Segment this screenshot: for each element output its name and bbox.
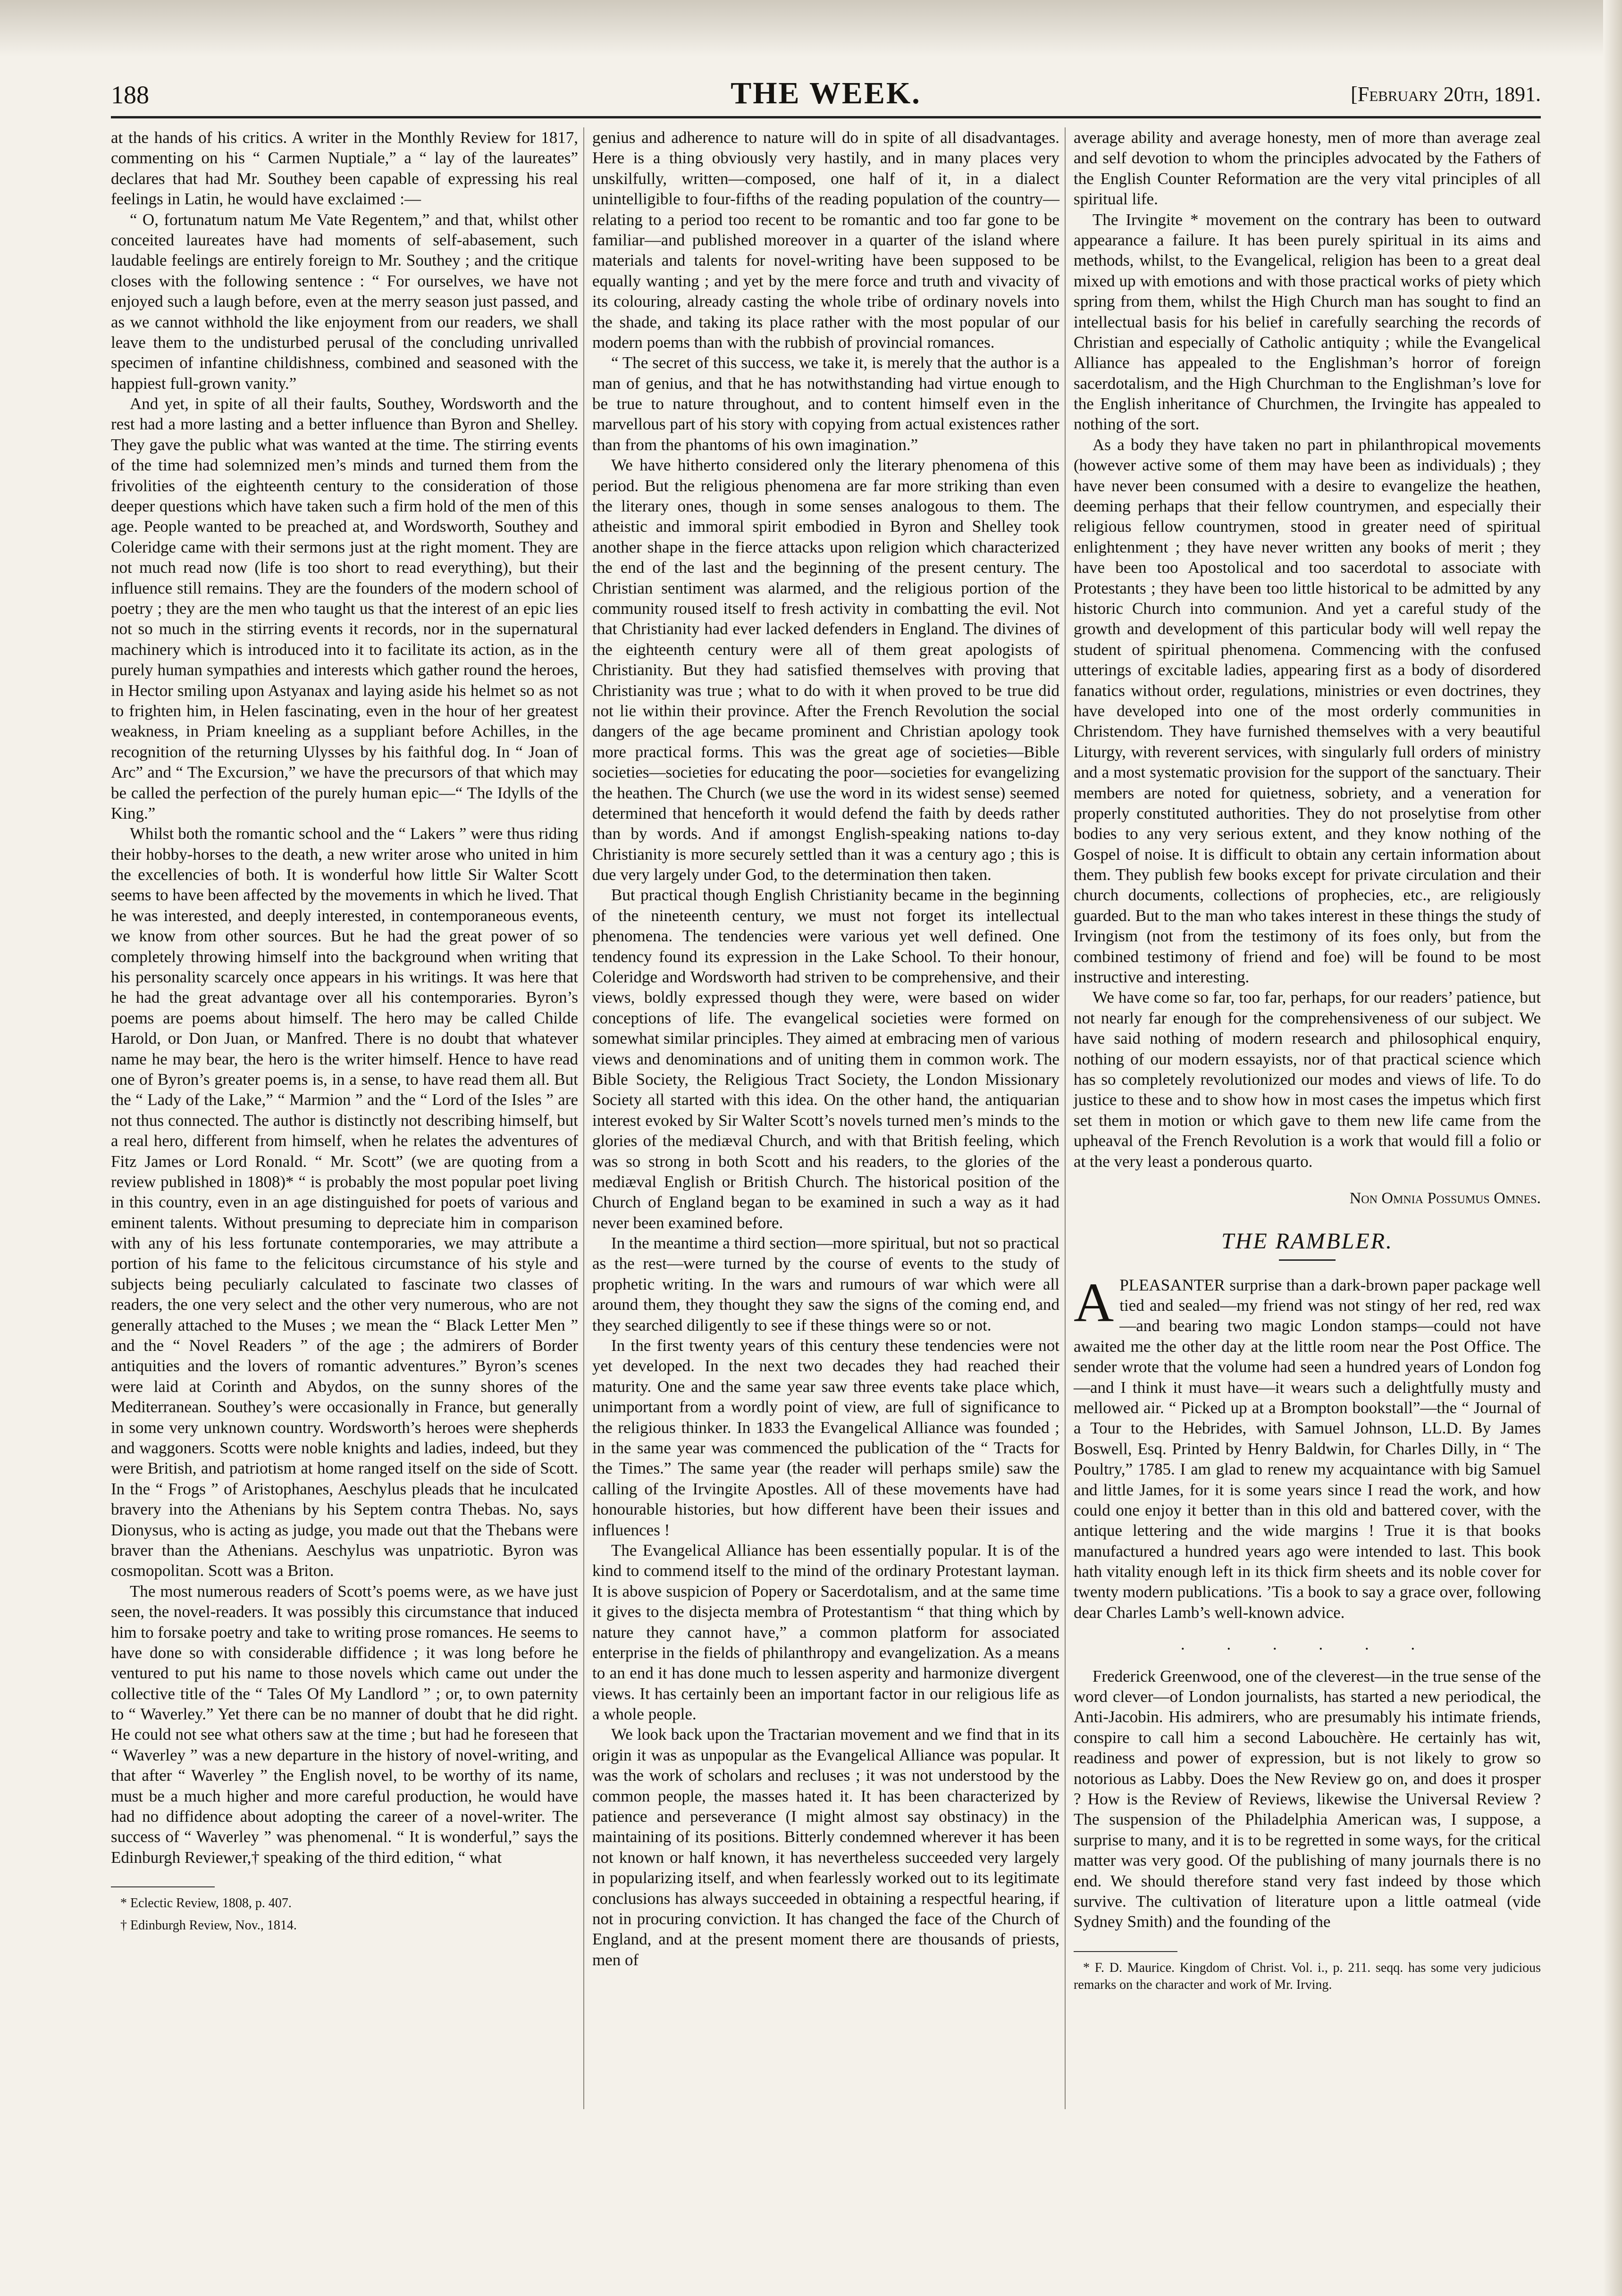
issue-date: [February 20th, 1891. bbox=[1351, 83, 1541, 106]
paragraph: And yet, in spite of all their faults, Southey, Wordsworth and the rest had a more lasting and a better influence than Byron and Shelley. They gave the public what was wanted at the time. The stirring events of the time had solemnized men’s minds and turned them from the frivolities of the eighteenth century to the consideration of those deeper questions which have taken such a firm hold of the men of this age. People wanted to be preached at, and Wordsworth, Southey and Coleridge came with their sermons just at the right moment. They are not much read now (life is too short to read everything), but their influence still remains. They are the founders of the modern school of poetry ; they are the men who taught us that the interest of an epic lies not so much in the stirring events it records, nor in the supernatural machinery which is introduced into it to facilitate its action, as in the purely human sympathies and interests which gather round the heroes, in Hector smiling upon Astyanax and laying aside his helmet so as not to frighten him, in Helen fascinating, even in the hour of her greatest weakness, in Priam kneeling as a suppliant before Achilles, in the recognition of the returning Ulysses by his faithful dog. In “ Joan of Arc” and “ The Excursion,” we have the precursors of that which may be called the perfection of the purely human epic—“ The Idylls of the King.” bbox=[111, 394, 578, 822]
footnote: † Edinburgh Review, Nov., 1814. bbox=[120, 1918, 297, 1933]
page-header bbox=[111, 75, 1541, 120]
paragraph-text: PLEASANTER surprise than a dark-brown paper package well tied and sealed—my friend was not stingy of her red, red wax—and bearing two magic London stamps—could not have awaited me the other day at the little room near the Post Office. The sender wrote that the volume had seen a hundred years of London fog—and I think it must have—it wears such a delightfully musty and mellowed air. “ Picked up at a Brompton bookstall”—the “ Journal of a Tour to the Hebrides, with Samuel Johnson, LL.D. By James Boswell, Esq. Printed by Henry Baldwin, for Charles Dilly, in “ The Poultry,” 1785. I am glad to renew my acquaintance with big Samuel and little James, for it is some years since I read the work, and how could one enjoy it better than in this old and battered cover, with the antique lettering and the wide margins ! True it is that books manufactured a hundred years ago were intended to last. This book hath vitality enough left in its thick firm sheets and its noble cover for twenty modern publications. ’Tis a book to say a grace over, following dear Charles Lamb’s well-known advice. bbox=[1074, 1275, 1541, 1622]
section-title: THE RAMBLER. bbox=[1221, 1229, 1393, 1254]
footnote-rule bbox=[111, 1886, 215, 1887]
paragraph: “ The secret of this success, we take it, is merely that the author is a man of genius, and that he has notwithstanding had virtue enough to be true to nature throughout, and to content himself even in the marvellous part of his story with copying from actual existences rather than from the phantoms of his own imagination.” bbox=[592, 353, 1059, 454]
column-2 bbox=[592, 127, 1059, 1970]
paragraph bbox=[1074, 1271, 1541, 1623]
author-signature: Non Omnia Possumus Omnes. bbox=[1349, 1189, 1541, 1207]
paragraph: The Irvingite * movement on the contrary has been to outward appearance a failure. It has been purely spiritual in its aims and methods, whilst, to the Evangelical, religion has been to a great deal mixed up with emotions and with those practical works of piety which spring from them, whilst the High Church man has sought to find an intellectual basis for his belief in carefully searching the records of Christian and especially of Catholic antiquity ; while the Evangelical Alliance has appealed to the Englishman’s horror of foreign sacerdotalism, and the High Churchman to the Englishman’s love for the English inheritance of Churchmen, the Irvingite has appealed to nothing of the sort. bbox=[1074, 210, 1541, 434]
page-number: 188 bbox=[111, 81, 149, 109]
paragraph: The most numerous readers of Scott’s poems were, as we have just seen, the novel-readers. It was possibly this circumstance that induced him to forsake poetry and take to writing prose romances. He seems to have done so with considerable diffidence ; it was long before he ventured to put his name to those novels which came out under the collective title of the “ Tales Of My Landlord ” ; or, to own paternity to “ Waverley.” Yet there can be no manner of doubt that he did right. He could not see what others saw at the time ; but had he foreseen that “ Waverley ” was a new departure in the history of novel-writing, and that after “ Waverley ” the English novel, to be worthy of its name, must be a much higher and more careful production, he would have had no diffidence about adopting the career of a novel-writer. The success of “ Waverley ” was phenomenal. “ It is wonderful,” says the Edinburgh Reviewer,† speaking of the third edition, “ what bbox=[111, 1582, 578, 1867]
paragraph: genius and adherence to nature will do in spite of all disadvantages. Here is a thing obviously very hastily, and in many places very unskilfully, written—composed, one half of it, in a dialect unintelligible to four-fifths of the reading population of the country—relating to a period too recent to be romantic and too far gone to be familiar—and published moreover in a quarter of the island where materials and talents for novel-writing have been supposed to be equally wanting ; and yet by the mere force and truth and vivacity of its colouring, already casting the whole tribe of ordinary novels into the shade, and taking its place rather with the most popular of our modern poems than with the rubbish of provincial romances. bbox=[592, 128, 1059, 352]
footnote-rule bbox=[1074, 1951, 1177, 1952]
footnote: * F. D. Maurice. Kingdom of Christ. Vol. i., p. 211. seqq. has some very judicious remarks on the character and work of Mr. Irving. bbox=[1074, 1960, 1541, 1993]
section-break: . . . . . . bbox=[1180, 1635, 1434, 1654]
column-divider bbox=[583, 127, 584, 2109]
paragraph: Whilst both the romantic school and the “ Lakers ” were thus riding their hobby-horses to the death, a new writer arose who united in him the excellencies of both. It is wonderful how little Sir Walter Scott seems to have been affected by the movements in which he lived. That he was interested, and deeply interested, in contemporaneous events, we know from other sources. But he had the great power of so completely throwing himself into the background when writing that his personality scarcely once appears in his writings. It was here that he had the great advantage over all his contemporaries. Byron’s poems are poems about himself. The hero may be called Childe Harold, or Don Juan, or Manfred. There is no doubt that whatever name he may bear, the hero is the writer himself. Hence to have read one of Byron’s greater poems is, in a sense, to have read them all. But the “ Lady of the Lake,” “ Marmion ” and the “ Lord of the Isles ” are not thus connected. The author is distinctly not describing himself, but a real hero, different from himself, when he relates the adventures of Fitz James or Lord Ronald. “ Mr. Scott” (we are quoting from a review published in 1808)* “ is probably the most popular poet living in this country, even in an age distinguished for poets of various and eminent talents. Without presuming to depreciate him in comparison with any of his less fortunate contemporaries, we may attribute a portion of his fame to the felicitous circumstance of his style and subjects being peculiarly calculated to fascinate two classes of readers, the one very select and the other very numerous, who are not generally attached to the Muses ; we mean the “ Black Letter Men ” and the “ Novel Readers ” of the age ; the admirers of Border antiquities and the lovers of romantic adventures.” Byron’s scenes were laid at Corinth and Abydos, on the sunny shores of the Mediterranean. Southey’s were occasionally in France, but generally in some very unknown country. Wordsworth’s heroes were shepherds and waggoners. Scotts were noble knights and ladies, indeed, but they were British, and patriotism at home ranged itself on the side of Scott. In the “ Frogs ” of Aristophanes, Aeschylus pleads that he inculcated bravery into the Athenians by his Septem contra Thebas. No, says Dionysus, who is acting as judge, you made out that the Thebans were braver than the Athenians. Aeschylus was unpatriotic. Byron was cosmopolitan. Scott was a Briton. bbox=[111, 824, 578, 1580]
paragraph: average ability and average honesty, men of more than average zeal and self devotion to whom the principles advocated by the Fathers of the English Counter Reformation are the very vital principles of all spiritual life. bbox=[1074, 128, 1541, 209]
column-3 bbox=[1074, 127, 1541, 1998]
header-rule bbox=[111, 116, 1541, 118]
paragraph: The Evangelical Alliance has been essentially popular. It is of the kind to commend itself to the mind of the ordinary Protestant layman. It is above suspicion of Popery or Sacerdotalism, and at the same time it gives to the disjecta membra of Protestantism “ that thing which by nature they cannot have,” a common platform for associated enterprise in the fields of philanthropy and evangelization. As a means to an end it has done much to lessen asperity and harmonize divergent views. It has certainly been an important factor in our religious life as a whole people. bbox=[592, 1541, 1059, 1724]
paragraph: We have come so far, too far, perhaps, for our readers’ patience, but not nearly far enough for the comprehensiveness of our subject. We have said nothing of modern research and philosophical enquiry, nothing of our modern essayists, nor of that practical science which has so completely revolutionized our modes and views of life. To do justice to these and to show how in most cases the impetus which first set them in motion or which gave to them new life came from the upheaval of the French Revolution is a work that would fill a folio or at the very least a ponderous quarto. bbox=[1074, 988, 1541, 1171]
paragraph: In the meantime a third section—more spiritual, but not so practical as the rest—were turned by the course of events to the study of prophetic writing. In the wars and rumours of war which were all around them, they thought they saw the signs of the coming end, and they searched diligently to see if these things were so or not. bbox=[592, 1234, 1059, 1334]
paragraph: We look back upon the Tractarian movement and we find that in its origin it was as unpopular as the Evangelical Alliance was popular. It was the work of scholars and recluses ; it was not understood by the common people, the masses hated it. It has been characterized by patience and perseverance (I might almost say obstinacy) in the maintaining of its positions. Bitterly condemned wherever it has been not known or half known, it has nevertheless succeeded very largely in popularizing itself, and when fearlessly worked out to its legitimate conclusions has always succeeded in obtaining a respectful hearing, if not in procuring conviction. It has changed the face of the Church of England, and at the present moment there are thousands of priests, men of bbox=[592, 1725, 1059, 1969]
column-1 bbox=[111, 127, 578, 1939]
masthead-title: THE WEEK. bbox=[731, 76, 921, 110]
paragraph: As a body they have taken no part in philanthropical movements (however active some of them may have been as individuals) ; they have never been consumed with a desire to evangelize the heathen, deeming perhaps that their fellow countrymen, and especially their religious fellow countrymen, stood in greater need of spiritual enlightenment ; they have never written any books of merit ; they have been too Apostolical and too sacerdotal to associate with Protestants ; they have been too little historical to be admitted by any historic Church into communion. And yet a careful study of the growth and development of this particular body will well repay the student of spiritual phenomena. Commencing with the confused utterings of excitable ladies, appearing first as a body of disordered fanatics without order, regulations, ministries or even doctrines, they have developed into one of the most orderly communities in Christendom. They have furnished themselves with a very beautiful Liturgy, with reverent services, with singularly full orders of ministry and a most systematic provision for the support of the sanctuary. Their members are noted for quietness, sobriety, and a veneration for properly constituted authorities. They do not proselytise from other bodies to any very serious extent, and they know nothing of the Gospel of noise. It is difficult to obtain any certain information about them. They publish few books except for private circulation and their church documents, collections of prophecies, etc., are religiously guarded. But to the man who takes interest in these things the study of Irvingism (not from the testimony of its foes only, but from the combined testimony of friend and foe) will be found to be most instructive and interesting. bbox=[1074, 435, 1541, 987]
footnotes bbox=[1074, 1951, 1541, 1994]
paragraph: at the hands of his critics. A writer in the Monthly Review for 1817, commenting on his “ Carmen Nuptiale,” a “ lay of the laureates” declares that had Mr. Southey been capable of expressing his real feelings in Latin, he would have exclaimed :— bbox=[111, 128, 578, 209]
drop-cap: A bbox=[1074, 1271, 1114, 1333]
paragraph: Frederick Greenwood, one of the cleverest—in the true sense of the word clever—of London journalists, has started a new periodical, the Anti-Jacobin. His admirers, who are presumably his intimate friends, conspire to call him a second Labouchère. He certainly has wit, readiness and power of expression, but is not likely to grow so notorious as Labby. Does the New Review go on, and does it prosper ? How is the Review of Reviews, likewise the Universal Review ? The suspension of the Philadelphia American was, I suppose, a surprise to many, and it is to be regretted in some ways, for the critical matter was very good. Of the publishing of many journals there is no end. We should therefore stand very fast indeed by those which survive. The cultivation of literature upon a little oatmeal (vide Sydney Smith) and the founding of the bbox=[1074, 1667, 1541, 1931]
footnote: * Eclectic Review, 1808, p. 407. bbox=[120, 1896, 292, 1911]
paragraph: In the first twenty years of this century these tendencies were not yet developed. In the next two decades they had reached their maturity. One and the same year saw three events take place which, unimportant from a wordly point of view, are full of significance to the religious thinker. In 1833 the Evangelical Alliance was founded ; in the same year was commenced the publication of the “ Tracts for the Times.” The same year (the reader will perhaps smile) saw the calling of the Irvingite Apostles. All of these movements have had honourable histories, but how different have been their issues and influences ! bbox=[592, 1336, 1059, 1539]
paragraph: We have hitherto considered only the literary phenomena of this period. But the religious phenomena are far more striking than even the literary ones, though in some senses analogous to them. The atheistic and immoral spirit embodied in Byron and Shelley took another shape in the fierce attacks upon religion which characterized the end of the last and the beginning of the present century. The Christian sentiment was alarmed, and the religious portion of the community roused itself to fresh activity in combatting the evil. Not that Christianity had ever lacked defenders in England. The divines of the eighteenth century were all of them great apologists of Christianity. But they had satisfied themselves with proving that Christianity was true ; what to do with it when proved to be true did not lie within their province. After the French Revolution the social dangers of the age became prominent and Christian apology took more practical forms. This was the great age of societies—Bible societies—societies for educating the poor—societies for evangelizing the heathen. The Church (we use the word in its widest sense) seemed determined that henceforth it would defend the faith by deeds rather than by words. And if amongst English-speaking nations to-day Christianity is more securely settled than it was a century ago ; this is due very largely under God, to the determination then taken. bbox=[592, 456, 1059, 884]
paragraph: “ O, fortunatum natum Me Vate Regentem,” and that, whilst other conceited laureates have had moments of self-abasement, such laudable feelings are entirely foreign to Mr. Southey ; and the critique closes with the following sentence : “ For ourselves, we have not enjoyed such a laugh before, even at the merry season just passed, and as we cannot withhold the like enjoyment from our readers, we shall leave them to the undisturbed perusal of the concluding unrivalled specimen of infantine childishness, combined and seasoned with the happiest full-grown vanity.” bbox=[111, 210, 578, 393]
page-edge-shadow bbox=[1603, 0, 1622, 2296]
section-rule bbox=[1279, 1259, 1336, 1261]
page-top-edge bbox=[0, 0, 1622, 57]
paragraph: But practical though English Christianity became in the beginning of the nineteenth century, we must not forget its intellectual phenomena. The tendencies were various yet well defined. One tendency found its expression in the Lake School. To their honour, Coleridge and Wordsworth had striven to be comprehensive, and their views, boldly expressed though they were, were based on wider conceptions of life. The evangelical societies were formed on somewhat similar principles. They aimed at embracing men of various views and denominations and of uniting them in common work. The Bible Society, the Religious Tract Society, the London Missionary Society all started with this idea. On the other hand, the antiquarian interest evoked by Sir Walter Scott’s novels turned men’s minds to the glories of the mediæval Church, and with that British feeling, which was so strong in both Scott and his readers, to the glories of the mediæval English or British Church. The historical position of the Church of England began to be examined in such a way as it had never been examined before. bbox=[592, 886, 1059, 1232]
footnotes bbox=[111, 1886, 578, 1934]
column-divider bbox=[1065, 127, 1066, 2109]
